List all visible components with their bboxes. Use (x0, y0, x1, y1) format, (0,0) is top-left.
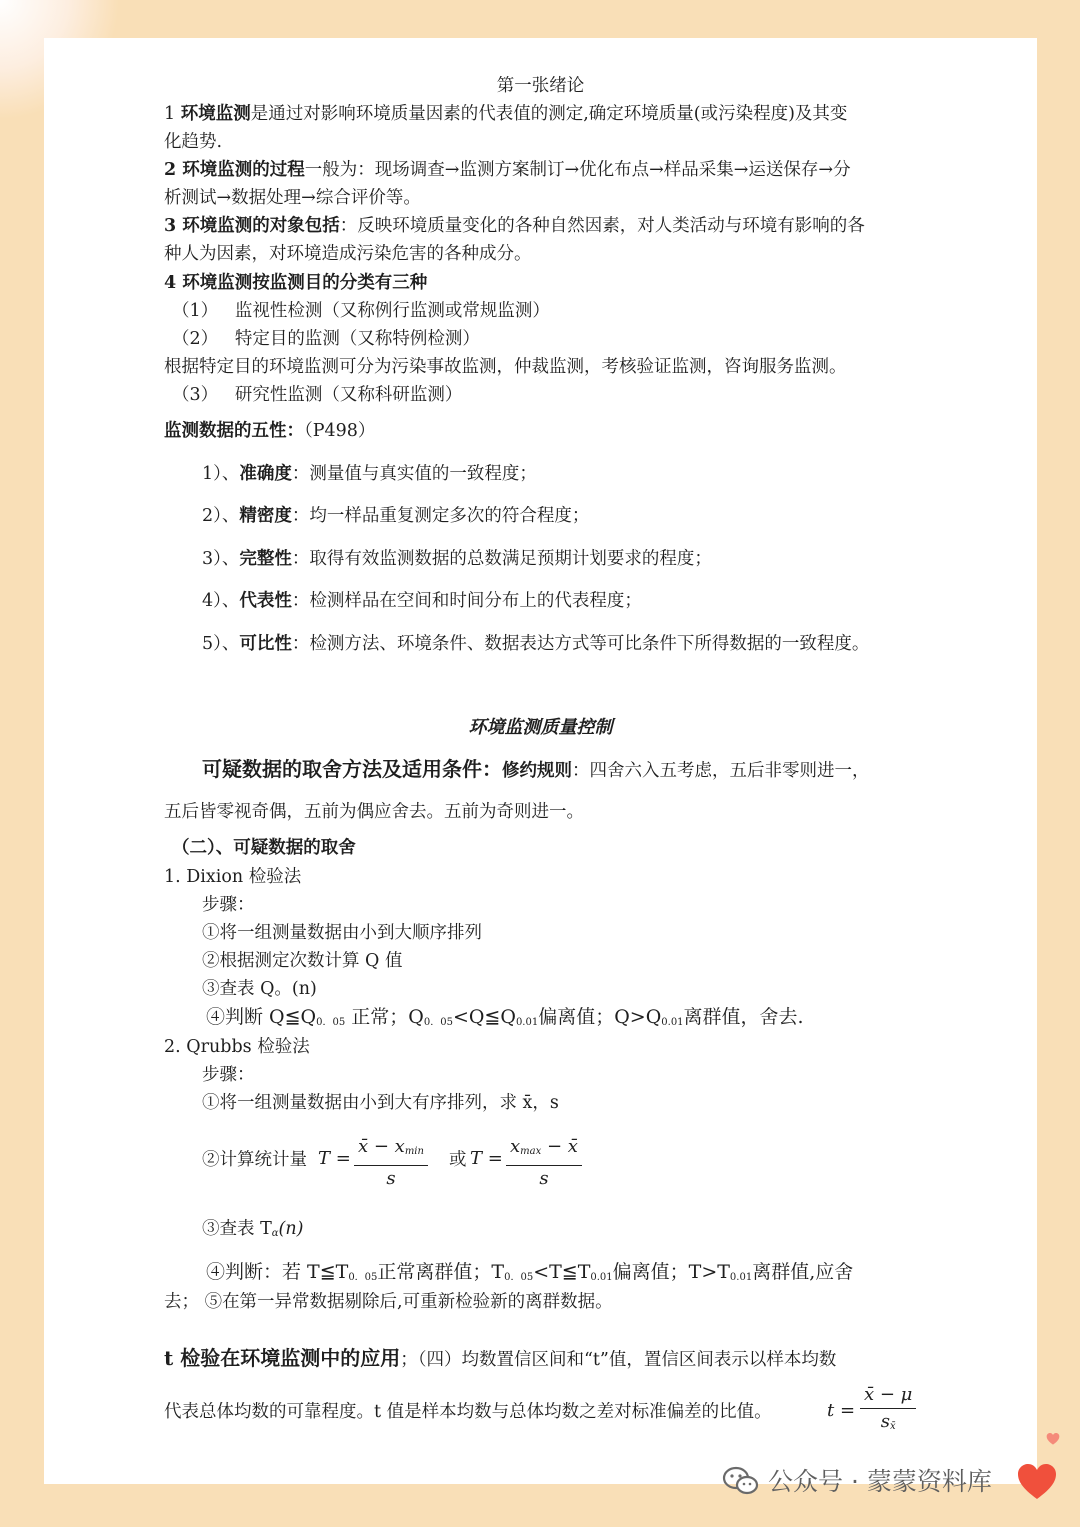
paragraph-3-line-1: 3 环境监测的对象包括：反映环境质量变化的各种自然因素，对人类活动与环境有影响的各 (164, 216, 865, 236)
grubbs-step-5: 去； ⑤在第一异常数据剔除后,可重新检验新的离群数据。 (164, 1292, 613, 1312)
t-formula-lhs: t = (827, 1400, 856, 1421)
grubbs-or: 或 (449, 1150, 467, 1170)
rounding-rule-line-2: 五后皆零视奇偶，五前为偶应舍去。五前为奇则进一。 (164, 802, 584, 822)
category-2: （2） 特定目的监测（又称特例检测） (172, 329, 480, 349)
five-property-item: 5）、可比性：检测方法、环境条件、数据表达方式等可比条件下所得数据的一致程度。 (202, 634, 870, 654)
dixon-step-2: ②根据测定次数计算 Q 值 (202, 951, 403, 971)
dixon-step-4: ④判断 $Q≦Q_{0.05}$ 正常；$Q_{0.05}<Q≦Q_{0.01}$偏离值；$Q>Q_{0.01}$离群值，舍去. (206, 1006, 804, 1028)
grubbs-title: 2. Qrubbs 检验法 (164, 1037, 310, 1057)
rounding-rule-line-1: 可疑数据的取舍方法及适用条件：修约规则：四舍六入五考虑，五后非零则进一， (202, 757, 870, 781)
paragraph-4-heading: 4 环境监测按监测目的分类有三种 (164, 273, 428, 293)
paragraph-3-line-2: 种人为因素，对环境造成污染危害的各种成分。 (164, 244, 532, 264)
five-property-item: 2）、精密度：均一样品重复测定多次的符合程度； (202, 506, 590, 526)
five-property-item: 3）、完整性：取得有效监测数据的总数满足预期计划要求的程度； (202, 549, 712, 569)
category-3: （3） 研究性监测（又称科研监测） (172, 385, 463, 405)
category-2-note: 根据特定目的环境监测可分为污染事故监测，仲裁监测，考核验证监测，咨询服务监测。 (164, 357, 847, 377)
heart-icon (1016, 1462, 1058, 1502)
wechat-icon (722, 1466, 760, 1496)
dixon-title: 1. Dixion 检验法 (164, 867, 302, 887)
dixon-step-1: ①将一组测量数据由小到大顺序排列 (202, 923, 482, 943)
paragraph-1-line-1: 1 环境监测是通过对影响环境质量因素的代表值的测定,确定环境质量(或污染程度)及其变 (164, 104, 848, 124)
five-property-item: 4）、代表性：检测样品在空间和时间分布上的代表程度； (202, 591, 642, 611)
grubbs-formula-2-fraction: $x_{max}$ − x̄ s (506, 1134, 582, 1192)
t-formula-fraction: $\frac{x̄ - \mu}{s_{x̄}}$ (860, 1382, 916, 1440)
paragraph-2-line-1: 2 环境监测的过程一般为：现场调查→监测方案制订→优化布点→样品采集→运送保存→分 (164, 160, 851, 180)
suspect-data-heading: （二）、可疑数据的取舍 (172, 838, 356, 858)
grubbs-formula-1-fraction: x̄ − $x_{min}$ s (354, 1134, 428, 1192)
document-page (44, 38, 1037, 1484)
five-properties-heading: 监测数据的五性：（P498） (164, 421, 376, 441)
five-property-item: 1）、准确度：测量值与真实值的一致程度； (202, 464, 537, 484)
paragraph-2-line-2: 析测试→数据处理→综合评价等。 (164, 188, 421, 208)
t-test-line-1: t 检验在环境监测中的应用；（四）均数置信区间和“t”值，置信区间表示以样本均数 (164, 1346, 837, 1370)
watermark-text: 公众号 · 蒙蒙资料库 (768, 1467, 992, 1496)
small-heart-icon (1046, 1432, 1060, 1446)
category-1: （1） 监视性检测（又称例行监测或常规监测） (172, 301, 550, 321)
t-test-line-2: 代表总体均数的可靠程度。t 值是样本均数与总体均数之差对标准偏差的比值。 (164, 1402, 772, 1422)
grubbs-step-2-label: ②计算统计量 (202, 1150, 307, 1170)
dixon-step-3: ③查表 Q。(n) (202, 979, 317, 999)
grubbs-formula-2-lhs: T = (470, 1148, 503, 1169)
paragraph-1-line-2: 化趋势. (164, 132, 223, 152)
grubbs-steps-label: 步骤： (202, 1065, 255, 1085)
grubbs-step-1: ①将一组测量数据由小到大有序排列，求 x̄，s (202, 1093, 559, 1113)
chapter-title: 第一张绪论 (496, 76, 585, 96)
dixon-steps-label: 步骤： (202, 895, 255, 915)
grubbs-formula-1-lhs: T = (318, 1148, 351, 1169)
grubbs-step-4: ④判断：若 $T≦T_{0.05}$正常离群值；$T_{0.05}<T≦T_{0.01}$偏离值；$T>T_{0.01}$离群值,应舍 (206, 1261, 854, 1283)
grubbs-step-3: ③查表 $T_\alpha(n)$ (202, 1219, 304, 1239)
section-2-title: 环境监测质量控制 (468, 717, 613, 738)
